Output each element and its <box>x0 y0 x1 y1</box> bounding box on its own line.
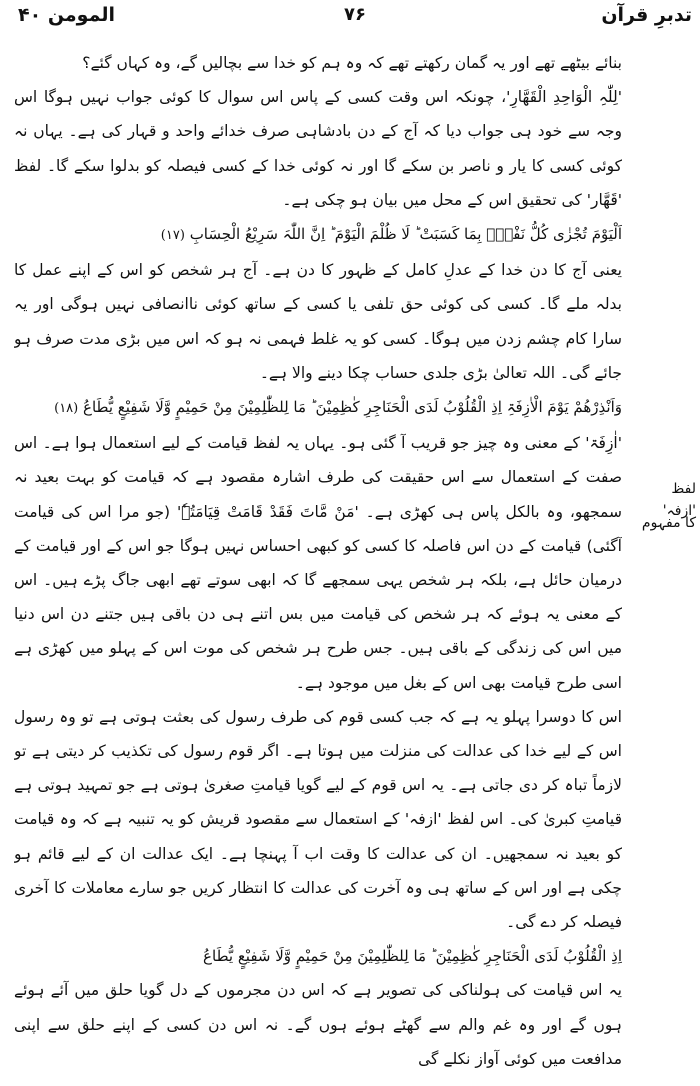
paragraph-2: 'لِلّٰہِ الْوَاحِدِ الْقَھَّارِ'، چونکہ اس وقت کسی کے پاس اس سوال کا کوئی جواب نہیں ہوگا اس وجہ سے خود ہی جواب دیا کہ آج کے دن بادشاہی صرف خدائے واحد و قہار کی ہے۔ یہاں نہ کوئی کسی کا یار و ناصر بن سکے گا اور نہ کوئی خدا کے کسی فیصلہ کو بدلوا سکے گا۔ لفظ 'قَھَّار' کی تحقیق اس کے محل میں بیان ہو چکی ہے۔ <box>14 88 622 209</box>
paragraph-3: یعنی آج کا دن خدا کے عدلِ کامل کے ظہور کا دن ہے۔ آج ہر شخص کو اس کے اپنے عمل کا بدلہ ملے گا۔ کسی کی کوئی حق تلفی یا کسی کے ساتھ کوئی ناانصافی نہیں ہوگی اور یہ سارا کام چشم زدن میں ہوگا۔ کسی کو یہ غلط فہمی نہ ہو کہ اس میں بڑی مدت صرف ہو جائے گی۔ اللہ تعالیٰ بڑی جلدی حساب چکا دینے والا ہے۔ <box>14 261 622 382</box>
paragraph-6: یہ اس قیامت کی ہولناکی کی تصویر ہے کہ اس دن مجرموں کے دل گویا حلق میں آئے ہوئے ہوں گے اور وہ غم والم سے گھٹے ہوئے ہوں گے۔ نہ اس دن کسی کے اپنے حلق سے اپنی مدافعت میں کوئی آواز نکلے گی <box>14 981 622 1068</box>
verse-text: وَاَنْذِرْھُمْ یَوْمَ الْاٰزِفَۃِ اِذِ الْقُلُوْبُ لَدَی الْحَنَاجِرِ کٰظِمِیْنَ ؕ مَا لِلظّٰلِمِیْنَ مِنْ حَمِیْمٍ وَّلَا شَفِیْعٍ یُّطَاعُ <box>83 398 622 417</box>
page-number: ۷۶ <box>344 4 366 25</box>
surah-title: المومن ۴۰ <box>18 4 115 26</box>
quran-verse-18 <box>14 390 622 426</box>
margin-note-mafhum: کا مفہوم <box>641 515 696 531</box>
page-header <box>0 0 700 34</box>
verse-text: اَلْیَوْمَ تُجْزٰی کُلُّ نَفْسٍۭ بِمَا کَسَبَتْ ؕ لَا ظُلْمَ الْیَوْمَ ؕ اِنَّ اللّٰہَ سَرِیْعُ الْحِسَابِ <box>189 225 622 244</box>
paragraph-5: اس کا دوسرا پہلو یہ ہے کہ جب کسی قوم کی طرف رسول کی بعثت ہوتی ہے تو وہ رسول اس کے لیے خدا کی عدالت کی منزلت میں ہوتا ہے۔ اگر قوم رسول کی تکذیب کر دیتی ہے تو لازماً تباہ کر دی جاتی ہے۔ یہ اس قوم کے لیے گویا قیامتِ صغریٰ ہوتی ہے جو تمہید ہوتی ہے قیامتِ کبریٰ کی۔ اس لفظ 'ازفہ' کے استعمال سے مقصود قریش کو یہ تنبیہ ہے کہ وہ قیامت کو بعید نہ سمجھیں۔ ان کی عدالت کا وقت اب آ پہنچا ہے۔ ایک عدالت ان کے لیے قائم ہو چکی ہے اور اس کے ساتھ ہی وہ آخرت کی عدالت کا انتظار کریں جو سارے معاملات کا آخری فیصلہ کر دے گی۔ <box>14 707 622 932</box>
verse-number: (۱۷) <box>160 228 185 244</box>
verse-text: اِذِ الْقُلُوْبُ لَدَی الْحَنَاجِرِ کٰظِمِیْنَ ؕ مَا لِلظّٰلِمِیْنَ مِنْ حَمِیْمٍ وَّلَا شَفِیْعٍ یُّطَاعُ <box>203 947 622 966</box>
paragraph-4: 'اٰزِفَۃ' کے معنی وہ چیز جو قریب آ گئی ہو۔ یہاں یہ لفظ قیامت کے لیے استعمال ہوا ہے۔ اس صفت کے استعمال سے اس حقیقت کی طرف اشارہ مقصود ہے کہ قیامت کو بہت بعید نہ سمجھو، وہ بالکل پاس ہی کھڑی ہے۔ 'مَنْ مَّاتَ فَقَدْ قَامَتْ قِیَامَتُہٗ' (جو مرا اس کی قیامت آگئی) قیامت کے دن اس فاصلہ کا کسی کو کبھی احساس نہیں ہوگا جو اس کے اور قیامت کے درمیان حائل ہے، بلکہ ہر شخص یہی سمجھے گا کہ ابھی سوتے تھے ابھی جاگ پڑے ہیں۔ اس کے معنی یہ ہوئے کہ ہر شخص کی قیامت میں بس اتنے ہی دن باقی ہیں جتنے دن اس دنیا میں اس کی زندگی کے باقی ہیں۔ جس طرح ہر شخص کی موت اس کے پہلو میں کھڑی ہے اسی طرح قیامت بھی اس کے بغل میں موجود ہے۔ <box>14 434 622 692</box>
margin-note-azifa: لفظ 'ازفہ' <box>662 481 696 519</box>
quran-verse-17 <box>14 217 622 253</box>
quran-verse-quote <box>14 939 622 973</box>
page-body <box>14 46 622 1082</box>
verse-number: (۱۸) <box>54 401 79 417</box>
paragraph-1: بنائے بیٹھے تھے اور یہ گمان رکھتے تھے کہ وہ ہم کو خدا سے بچالیں گے، وہ کہاں گئے؟ <box>82 54 622 72</box>
book-title: تدبرِ قرآن <box>601 4 692 26</box>
